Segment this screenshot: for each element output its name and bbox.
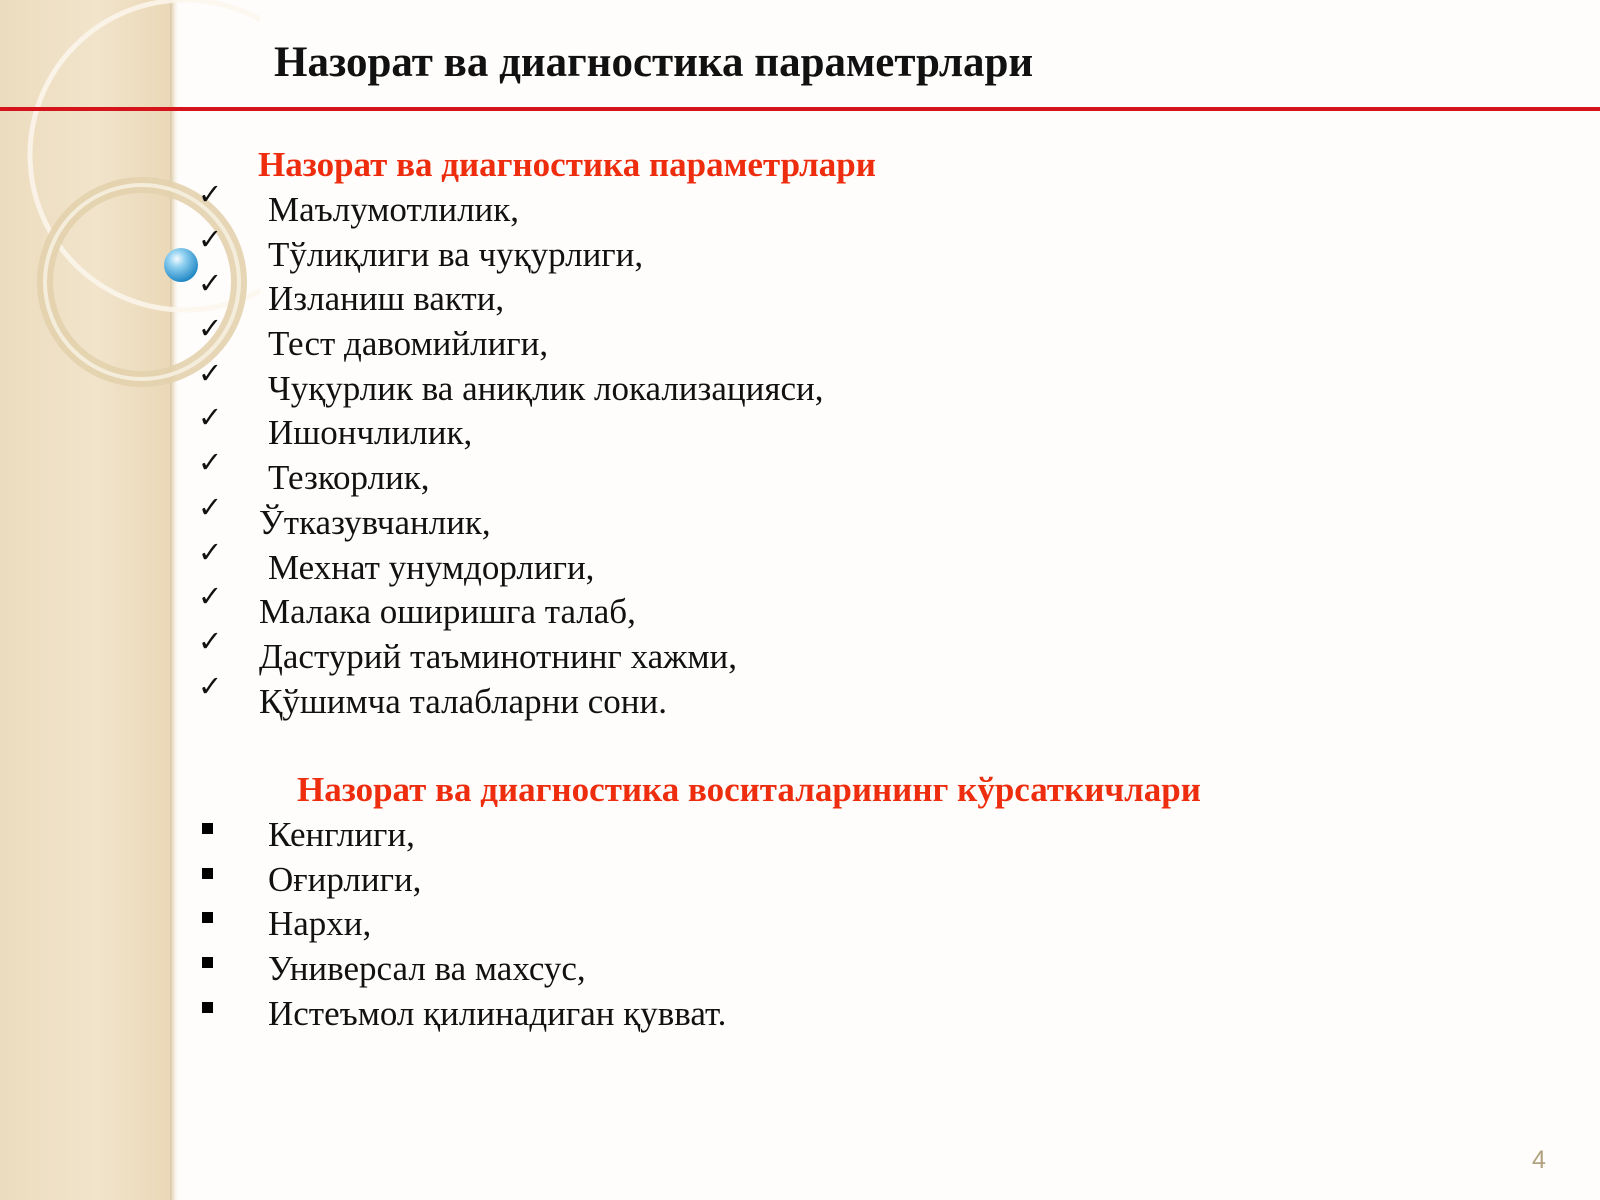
list-item-label: Тезкорлик,: [268, 458, 430, 498]
check-mark-icon: ✓: [198, 311, 223, 346]
square-bullet-icon: [202, 957, 213, 968]
check-mark-icon: ✓: [198, 534, 223, 569]
check-mark-icon: ✓: [198, 623, 223, 658]
list-item-label: Универсал ва махсус,: [268, 949, 586, 989]
check-mark-icon: ✓: [198, 445, 223, 480]
list-item-label: Ишончлилик,: [268, 413, 473, 453]
check-mark-icon: ✓: [198, 579, 223, 614]
check-mark-icon: ✓: [198, 355, 223, 390]
list-item-label: Мехнат унумдорлиги,: [268, 547, 595, 587]
list-item-label: Оғирлиги,: [268, 859, 422, 899]
list-item-label: Тест давомийлиги,: [268, 324, 549, 364]
square-bullet-icon: [202, 868, 213, 879]
list-item-label: Дастурий таъминотнинг хажми,: [259, 636, 737, 676]
check-mark-icon: ✓: [198, 266, 223, 301]
check-mark-icon: ✓: [198, 221, 223, 256]
list-item-label: Кенглиги,: [268, 815, 415, 854]
check-mark-icon: ✓: [198, 400, 223, 435]
outer-ring-shape: [30, 0, 260, 310]
list-item-label: Ўтказувчанлик,: [259, 502, 491, 542]
list-item-label: Нархи,: [268, 904, 372, 944]
list-item-label: Чуқурлик ва аниқлик локализацияси,: [268, 368, 824, 408]
list-item-label: Истеъмол қилинадиган қувват.: [268, 993, 727, 1033]
check-mark-icon: ✓: [198, 668, 223, 703]
slide-title: Назорат ва диагностика параметрлари: [274, 39, 1034, 86]
list-item-label: Малака оширишга талаб,: [259, 592, 636, 632]
blue-orb-icon: [164, 248, 198, 282]
square-bullet-icon: [202, 823, 213, 834]
check-mark-icon: ✓: [198, 177, 223, 211]
page-number: 4: [1532, 1146, 1546, 1174]
list-item-label: Изланиш вакти,: [268, 279, 505, 319]
list-item-label: Тўлиқлиги ва чуқурлиги,: [268, 234, 644, 274]
parameters-heading: Назорат ва диагностика параметрлари: [258, 145, 876, 184]
square-bullet-icon: [202, 1002, 213, 1013]
list-item-label: Маълумотлилик,: [268, 190, 520, 229]
square-bullet-icon: [202, 912, 213, 923]
title-divider: [0, 107, 1600, 111]
indicators-heading: Назорат ва диагностика воситаларининг кўрсаткичлари: [297, 770, 1201, 809]
list-item-label: Қўшимча талабларни сони.: [259, 681, 668, 721]
check-mark-icon: ✓: [198, 489, 223, 524]
